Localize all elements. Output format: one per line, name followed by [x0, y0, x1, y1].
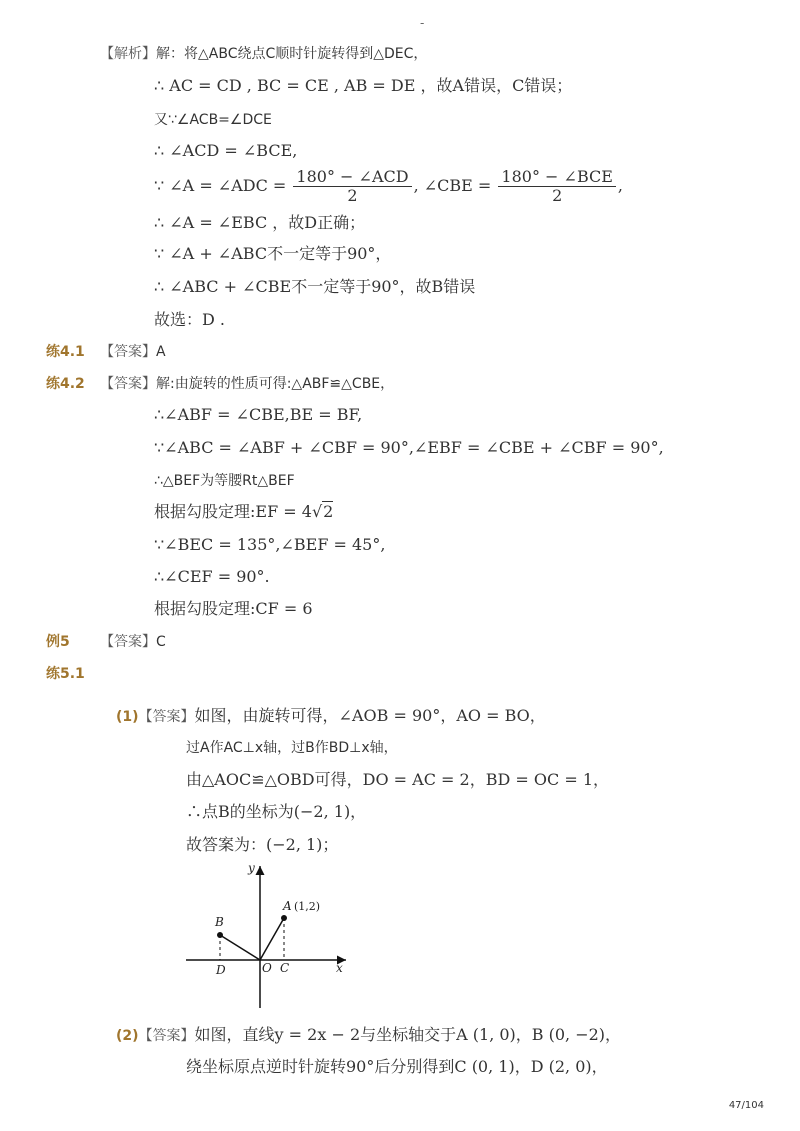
label-practice-4-1: 练4.1 [46, 344, 85, 360]
segment-ob [220, 935, 260, 960]
part-1-line-2: 过A作AC⊥x轴，过B作BD⊥x轴， [186, 740, 398, 756]
label-a-coord: (1,2) [294, 900, 321, 913]
fraction-acd-numerator: 180° − ∠ACD [293, 168, 411, 187]
fraction-acd [293, 168, 411, 205]
example-5-value: C [156, 634, 166, 650]
analysis-line-8: ∴ ∠ABC + ∠CBE不一定等于90°，故B错误 [154, 277, 476, 296]
analysis-tag: 【解析】 [100, 46, 156, 62]
label-y: y [248, 861, 255, 875]
analysis-line-6: ∴ ∠A = ∠EBC ，故D正确； [154, 213, 366, 232]
analysis-line-4: ∴ ∠ACD = ∠BCE, [154, 141, 298, 160]
part-2-line-2: 绕坐标原点逆时针旋转90°后分别得到C (0, 1)，D (2, 0)， [186, 1057, 608, 1076]
segment-oa [260, 918, 284, 960]
part-1-line-3: 由△AOC≌△OBD可得，DO = AC = 2，BD = OC = 1， [186, 770, 609, 789]
label-o: O [262, 961, 272, 975]
sqrt-radicand: 2 [323, 502, 334, 521]
point-b [217, 932, 223, 938]
point-a [281, 915, 287, 921]
coordinate-figure [180, 858, 360, 1010]
analysis-line-9: 故选：D . [154, 310, 226, 329]
eq-part-b: , ∠CBE = [413, 176, 492, 195]
fraction-acd-denominator: 2 [347, 186, 358, 205]
practice-4-2-line-8: 根据勾股定理:CF = 6 [154, 599, 313, 618]
top-mark: - [420, 16, 425, 30]
label-c: C [280, 961, 290, 975]
analysis-text-1: 解：将△ABC绕点C顺时针旋转得到△DEC， [156, 46, 428, 62]
part-1-line-1 [116, 706, 546, 727]
eq-part-a: ∵ ∠A = ∠ADC = [154, 176, 287, 195]
part-2-text-1: 如图，直线y = 2x − 2与坐标轴交于A (1, 0)，B (0, −2)， [194, 1025, 622, 1044]
part-2-line-1 [116, 1025, 621, 1046]
label-x: x [336, 961, 343, 975]
fraction-bce-numerator: 180° − ∠BCE [498, 168, 616, 187]
practice-4-2-line-3: ∵∠ABC = ∠ABF + ∠CBF = 90°,∠EBF = ∠CBE + ∠CBF = 90°, [154, 438, 664, 457]
example-5-answer [100, 632, 166, 652]
answer-tag: 【答案】 [100, 344, 156, 360]
label-d: D [216, 963, 226, 977]
label-practice-5-1: 练5.1 [46, 666, 85, 682]
practice-4-2-line-1 [100, 374, 394, 394]
practice-4-2-line-5: 根据勾股定理:EF = 4√2 [154, 502, 334, 521]
part-1-line-4: ∴点B的坐标为(−2, 1)， [186, 802, 367, 821]
answer-tag: 【答案】 [138, 709, 195, 725]
part-2-label: (2) [116, 1028, 139, 1044]
practice-4-2-line-2: ∴∠ABF = ∠CBE,BE = BF, [154, 405, 363, 424]
page-number: 47/104 [728, 1100, 764, 1111]
analysis-line-3: 又∵∠ACB=∠DCE [154, 112, 272, 128]
label-a: A [283, 899, 292, 913]
practice-4-2-line-6: ∵∠BEC = 135°,∠BEF = 45°, [154, 535, 386, 554]
practice-4-2-text-5: 根据勾股定理:EF = 4 [154, 502, 312, 521]
label-practice-4-2: 练4.2 [46, 376, 85, 392]
practice-4-1-value: A [156, 344, 166, 360]
answer-tag: 【答案】 [100, 376, 156, 392]
analysis-line-2: ∴ AC = CD , BC = CE , AB = DE ，故A错误，C错误； [154, 76, 573, 95]
part-1-line-5: 故答案为：(−2, 1)； [186, 835, 339, 854]
practice-4-2-line-4: ∴△BEF为等腰Rt△BEF [154, 473, 295, 489]
answer-tag: 【答案】 [138, 1028, 195, 1044]
eq-part-c: , [617, 176, 624, 195]
practice-4-2-text-1: 解:由旋转的性质可得:△ABF≌△CBE， [156, 376, 395, 392]
analysis-line-5 [154, 166, 623, 208]
practice-4-1-answer [100, 342, 166, 362]
label-b: B [215, 915, 224, 929]
practice-4-2-line-7: ∴∠CEF = 90°. [154, 567, 270, 586]
fraction-bce [498, 168, 616, 205]
fraction-bce-denominator: 2 [552, 186, 563, 205]
analysis-line-1 [100, 44, 427, 64]
answer-tag: 【答案】 [100, 634, 156, 650]
label-example-5: 例5 [46, 634, 70, 650]
part-1-text-1: 如图，由旋转可得，∠AOB = 90°，AO = BO， [194, 706, 546, 725]
part-1-label: (1) [116, 709, 139, 725]
analysis-line-7: ∵ ∠A + ∠ABC不一定等于90°， [154, 244, 392, 263]
